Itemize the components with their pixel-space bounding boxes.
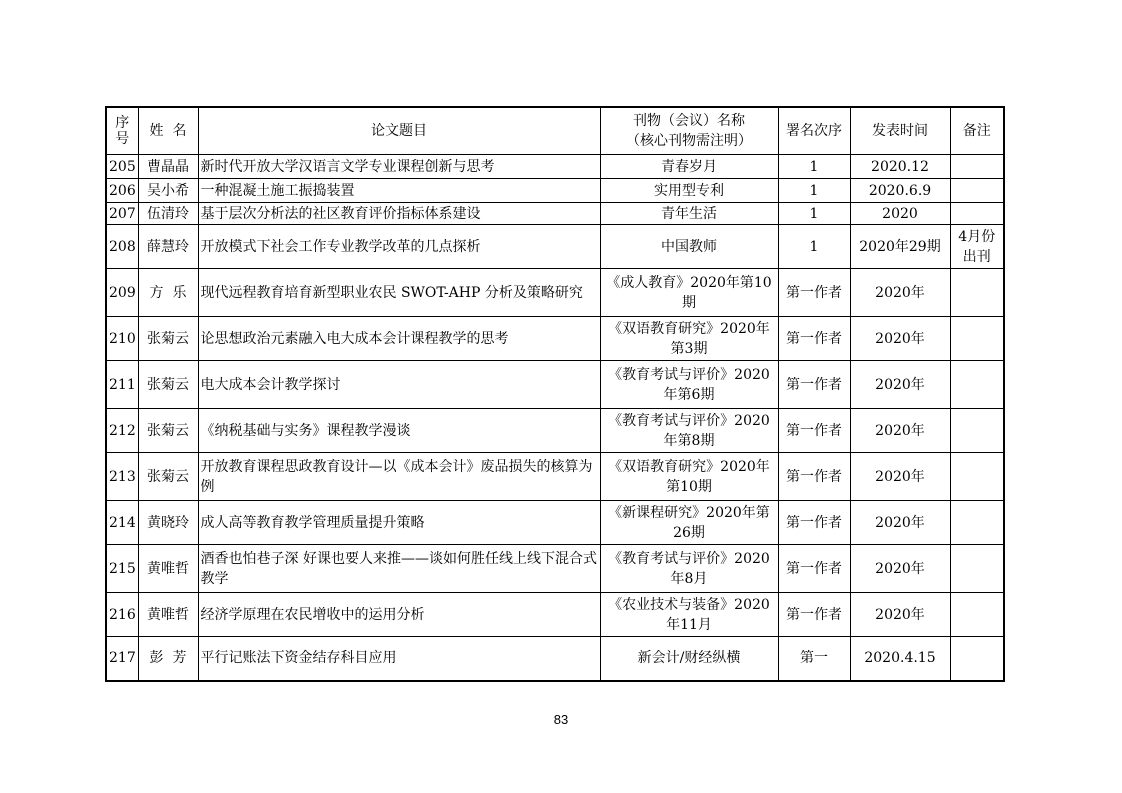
- row-name: 黄晓玲: [138, 501, 198, 545]
- row-title: 论思想政治元素融入电大成本会计课程教学的思考: [198, 317, 600, 361]
- row-order: 第一: [778, 637, 850, 681]
- header-no: 序号: [106, 107, 138, 155]
- table-row: [106, 409, 1004, 453]
- row-title: 一种混凝土施工振捣装置: [198, 179, 600, 203]
- row-name: 方 乐: [138, 269, 198, 317]
- row-date: 2020年: [850, 409, 950, 453]
- row-title: 新时代开放大学汉语言文学专业课程创新与思考: [198, 155, 600, 179]
- row-note: [950, 179, 1004, 203]
- table-row: [106, 361, 1004, 409]
- table-row: [106, 203, 1004, 225]
- header-note: 备注: [950, 107, 1004, 155]
- row-title: 《纳税基础与实务》课程教学漫谈: [198, 409, 600, 453]
- row-date: 2020.4.15: [850, 637, 950, 681]
- row-note: [950, 155, 1004, 179]
- table-row: [106, 501, 1004, 545]
- papers-table: [105, 106, 1005, 682]
- row-title: 电大成本会计教学探讨: [198, 361, 600, 409]
- table-row: [106, 453, 1004, 501]
- row-title: 成人高等教育教学管理质量提升策略: [198, 501, 600, 545]
- row-note: [950, 409, 1004, 453]
- row-no: 210: [106, 317, 138, 361]
- row-journal: 《成人教育》2020年第10期: [600, 269, 778, 317]
- row-name: 曹晶晶: [138, 155, 198, 179]
- row-name: 张菊云: [138, 361, 198, 409]
- row-journal: 青春岁月: [600, 155, 778, 179]
- row-name: 薛慧玲: [138, 225, 198, 269]
- row-title: 酒香也怕巷子深 好课也要人来推——谈如何胜任线上线下混合式教学: [198, 545, 600, 593]
- row-journal: 《新课程研究》2020年第26期: [600, 501, 778, 545]
- row-note: [950, 361, 1004, 409]
- row-journal: 青年生活: [600, 203, 778, 225]
- row-note: 4月份出刊: [950, 225, 1004, 269]
- row-note: [950, 269, 1004, 317]
- row-journal: 实用型专利: [600, 179, 778, 203]
- row-title: 开放模式下社会工作专业教学改革的几点探析: [198, 225, 600, 269]
- row-no: 215: [106, 545, 138, 593]
- table-row: [106, 637, 1004, 681]
- row-no: 216: [106, 593, 138, 637]
- row-date: 2020: [850, 203, 950, 225]
- row-order: 第一作者: [778, 269, 850, 317]
- header-name: 姓 名: [138, 107, 198, 155]
- row-order: 第一作者: [778, 593, 850, 637]
- header-title: 论文题目: [198, 107, 600, 155]
- row-order: 1: [778, 155, 850, 179]
- row-journal: 中国教师: [600, 225, 778, 269]
- row-date: 2020年: [850, 545, 950, 593]
- row-no: 212: [106, 409, 138, 453]
- header-date: 发表时间: [850, 107, 950, 155]
- row-date: 2020年29期: [850, 225, 950, 269]
- header-journal-line1: 刊物（会议）名称: [633, 113, 745, 129]
- row-date: 2020年: [850, 593, 950, 637]
- row-no: 208: [106, 225, 138, 269]
- table-row: [106, 179, 1004, 203]
- table-row: [106, 269, 1004, 317]
- row-title: 现代远程教育培育新型职业农民 SWOT-AHP 分析及策略研究: [198, 269, 600, 317]
- table-row: [106, 155, 1004, 179]
- row-order: 第一作者: [778, 409, 850, 453]
- row-no: 211: [106, 361, 138, 409]
- table-row: [106, 545, 1004, 593]
- row-date: 2020年: [850, 317, 950, 361]
- row-no: 205: [106, 155, 138, 179]
- row-journal: 《双语教育研究》2020年第3期: [600, 317, 778, 361]
- page-number: 83: [553, 712, 569, 727]
- row-no: 209: [106, 269, 138, 317]
- row-note: [950, 453, 1004, 501]
- row-journal: 《农业技术与装备》2020年11月: [600, 593, 778, 637]
- row-order: 第一作者: [778, 361, 850, 409]
- row-name: 张菊云: [138, 317, 198, 361]
- row-note: [950, 317, 1004, 361]
- row-date: 2020年: [850, 269, 950, 317]
- row-title: 开放教育课程思政教育设计—以《成本会计》废品损失的核算为例: [198, 453, 600, 501]
- row-no: 207: [106, 203, 138, 225]
- row-date: 2020年: [850, 501, 950, 545]
- row-name: 伍清玲: [138, 203, 198, 225]
- header-journal: [600, 107, 778, 155]
- row-title: 平行记账法下资金结存科目应用: [198, 637, 600, 681]
- row-no: 214: [106, 501, 138, 545]
- table-body: [106, 155, 1004, 681]
- row-order: 第一作者: [778, 453, 850, 501]
- table-row: [106, 225, 1004, 269]
- row-name: 黄唯哲: [138, 593, 198, 637]
- row-journal: 《教育考试与评价》2020年第8期: [600, 409, 778, 453]
- row-date: 2020年: [850, 361, 950, 409]
- header-journal-line2: （核心刊物需注明）: [626, 133, 752, 149]
- row-date: 2020.12: [850, 155, 950, 179]
- row-name: 吴小希: [138, 179, 198, 203]
- row-name: 张菊云: [138, 409, 198, 453]
- table-row: [106, 317, 1004, 361]
- row-note: [950, 637, 1004, 681]
- row-title: 基于层次分析法的社区教育评价指标体系建设: [198, 203, 600, 225]
- table-row: [106, 593, 1004, 637]
- row-journal: 新会计/财经纵横: [600, 637, 778, 681]
- table-header-row: [106, 107, 1004, 155]
- row-name: 黄唯哲: [138, 545, 198, 593]
- row-note: [950, 545, 1004, 593]
- row-journal: 《教育考试与评价》2020年第6期: [600, 361, 778, 409]
- row-order: 1: [778, 203, 850, 225]
- row-no: 217: [106, 637, 138, 681]
- row-name: 张菊云: [138, 453, 198, 501]
- row-note: [950, 593, 1004, 637]
- header-order: 署名次序: [778, 107, 850, 155]
- row-name: 彭 芳: [138, 637, 198, 681]
- row-order: 第一作者: [778, 545, 850, 593]
- row-order: 第一作者: [778, 501, 850, 545]
- row-no: 213: [106, 453, 138, 501]
- row-journal: 《双语教育研究》2020年第10期: [600, 453, 778, 501]
- row-order: 1: [778, 225, 850, 269]
- row-no: 206: [106, 179, 138, 203]
- row-note: [950, 203, 1004, 225]
- row-date: 2020年: [850, 453, 950, 501]
- row-note: [950, 501, 1004, 545]
- row-order: 1: [778, 179, 850, 203]
- row-journal: 《教育考试与评价》2020年8月: [600, 545, 778, 593]
- row-order: 第一作者: [778, 317, 850, 361]
- row-date: 2020.6.9: [850, 179, 950, 203]
- row-title: 经济学原理在农民增收中的运用分析: [198, 593, 600, 637]
